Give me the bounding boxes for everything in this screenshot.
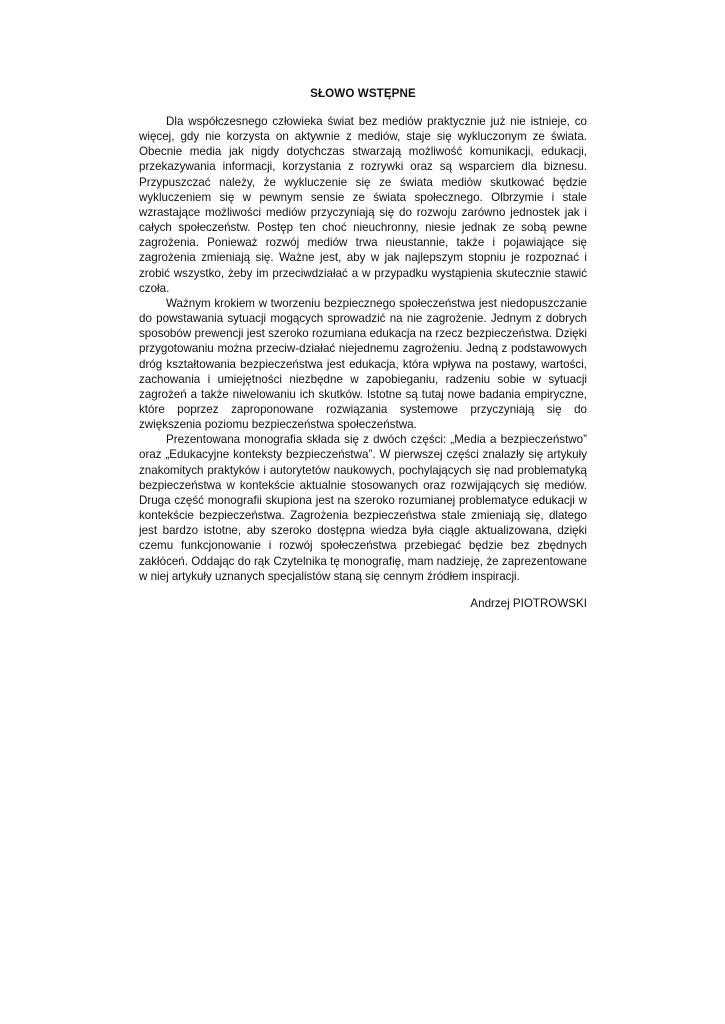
document-page [139, 86, 587, 611]
paragraph-3: Prezentowana monografia składa się z dwóch części: „Media a bezpieczeństwo” oraz „Edukacyjne konteksty bezpieczeństwa”. W pierwszej części znalazły się artykuły znakomitych praktyków i autorytetów naukowych, pochylających się nad problematyką bezpieczeństwa w kontekście aktualnie stosowanych oraz rozwijających się mediów. Druga część monografii skupiona jest na szeroko rozumianej problematyce edukacji w kontekście bezpieczeństwa. Zagrożenia bezpieczeństwa stale zmieniają się, dlatego jest bardzo istotne, aby szeroko dostępna wiedza była ciągle aktualizowana, dzięki czemu funkcjonowanie i rozwój społeczeństwa przebiegać będzie bez zbędnych zakłóceń. Oddając do rąk Czytelnika tę monografię, mam nadzieję, że zaprezentowane w niej artykuły uznanych specjalistów staną się cennym źródłem inspiracji. [139, 433, 587, 583]
document-title: SŁOWO WSTĘPNE [310, 87, 416, 100]
author-signature: Andrzej PIOTROWSKI [470, 596, 587, 610]
paragraph-2: Ważnym krokiem w tworzeniu bezpiecznego społeczeństwa jest niedopuszczanie do powstawania sytuacji mogących sprowadzić na nie zagrożenie. Jednym z dobrych sposobów prewencji jest szeroko rozumiana edukacja na rzecz bezpieczeństwa. Dzięki przygotowaniu można przeciw-działać niejednemu zagrożeniu. Jedną z podstawowych dróg kształtowania bezpieczeństwa jest edukacja, która wpływa na postawy, wartości, zachowania i umiejętności niezbędne w zapobieganiu, radzeniu sobie w sytuacji zagrożeń a także niwelowaniu ich skutków. Istotne są tutaj nowe badania empiryczne, które poprzez zaproponowane rozwiązania systemowe przyczyniają się do zwiększenia poziomu bezpieczeństwa społeczeństwa. [139, 296, 587, 432]
paragraph-1: Dla współczesnego człowieka świat bez mediów praktycznie już nie istnieje, co więcej, gdy nie korzysta on aktywnie z mediów, staje się wykluczonym ze świata. Obecnie media jak nigdy dotychczas stwarzają możliwość komunikacji, edukacji, przekazywania informacji, korzystania z rozrywki oraz są wsparciem dla biznesu. Przypuszczać należy, że wykluczenie się ze świata mediów skutkować będzie wykluczeniem się w pewnym sensie ze świata społecznego. Olbrzymie i stale wzrastające możliwości mediów przyczyniają się do rozwoju zarówno jednostek jak i całych społeczeństw. Postęp ten choć nieuchronny, niesie jednak ze sobą pewne zagrożenia. Ponieważ rozwój mediów trwa nieustannie, także i pojawiające się zagrożenia zmieniają się. Ważne jest, aby w jak najlepszym stopniu je rozpoznać i zrobić wszystko, żeby im przeciwdziałać a w przypadku wystąpienia skutecznie stawić czoła. [139, 115, 587, 295]
